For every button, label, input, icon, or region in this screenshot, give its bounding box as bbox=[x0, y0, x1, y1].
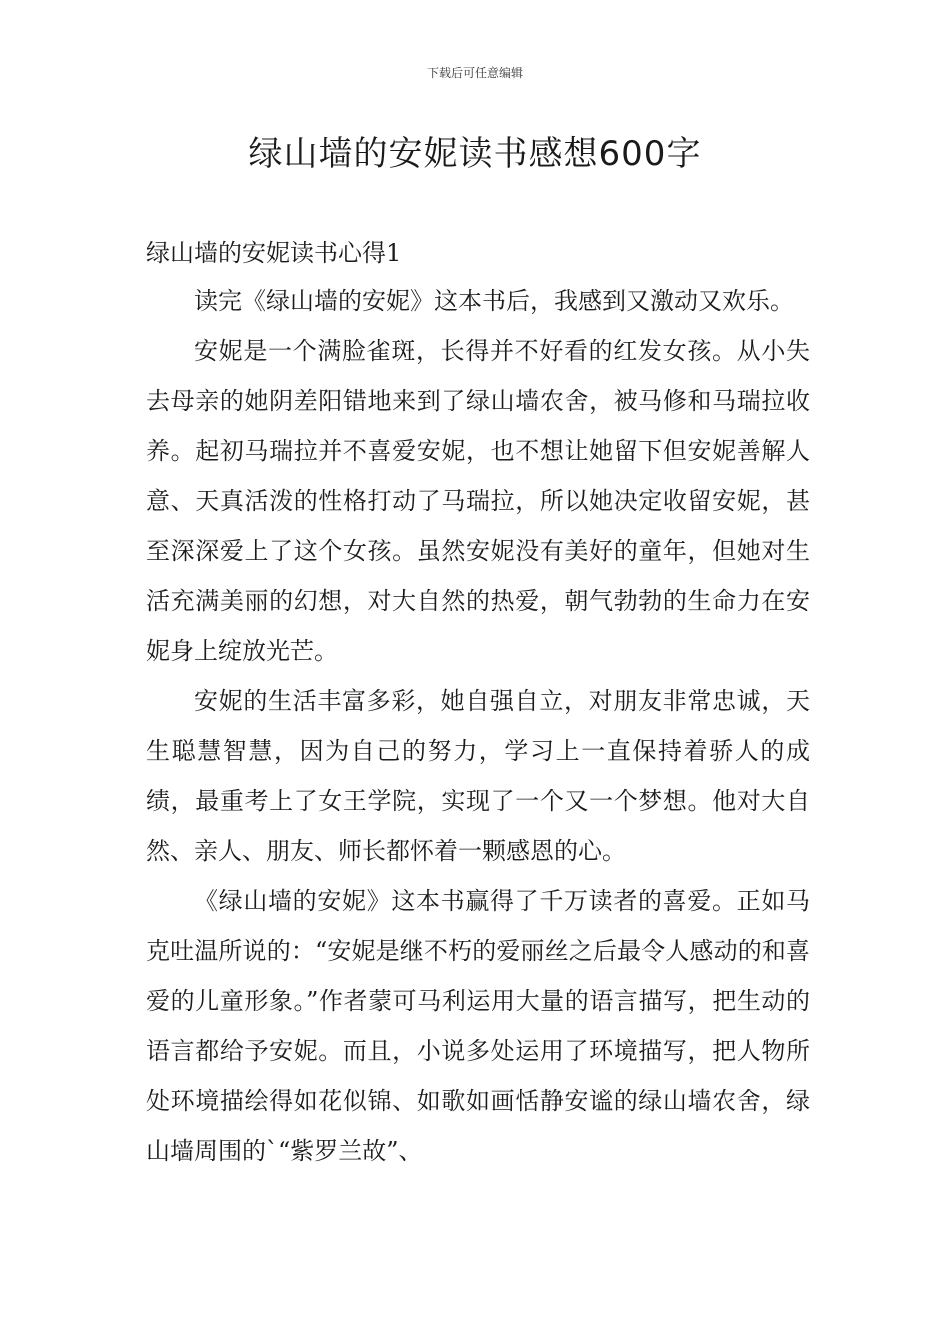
document-body bbox=[146, 276, 810, 1176]
section-heading: 绿山墙的安妮读书心得1 bbox=[146, 239, 402, 267]
paragraph: 《绿山墙的安妮》这本书赢得了千万读者的喜爱。正如马克吐温所说的：“安妮是继不朽的爱丽丝之后最令人感动的和喜爱的儿童形象。”作者蒙可马利运用大量的语言描写，把生动的语言都给予安妮。而且，小说多处运用了环境描写，把人物所处环境描绘得如花似锦、如歌如画恬静安谧的绿山墙农舍，绿山墙周围的`“紫罗兰故”、 bbox=[146, 887, 810, 1165]
paragraph: 安妮是一个满脸雀斑，长得并不好看的红发女孩。从小失去母亲的她阴差阳错地来到了绿山墙农舍，被马修和马瑞拉收养。起初马瑞拉并不喜爱安妮，也不想让她留下但安妮善解人意、天真活泼的性格打动了马瑞拉，所以她决定收留安妮，甚至深深爱上了这个女孩。虽然安妮没有美好的童年，但她对生活充满美丽的幻想，对大自然的热爱，朝气勃勃的生命力在安妮身上绽放光芒。 bbox=[146, 337, 810, 665]
document-title: 绿山墙的安妮读书感想600字 bbox=[248, 134, 702, 174]
header-note: 下载后可任意编辑 bbox=[426, 66, 523, 80]
paragraph: 读完《绿山墙的安妮》这本书后，我感到又激动又欢乐。 bbox=[194, 287, 794, 315]
paragraph: 安妮的生活丰富多彩，她自强自立，对朋友非常忠诚，天生聪慧智慧，因为自己的努力，学习上一直保持着骄人的成绩，最重考上了女王学院，实现了一个又一个梦想。他对大自然、亲人、朋友、师长都怀着一颗感恩的心。 bbox=[146, 687, 810, 865]
